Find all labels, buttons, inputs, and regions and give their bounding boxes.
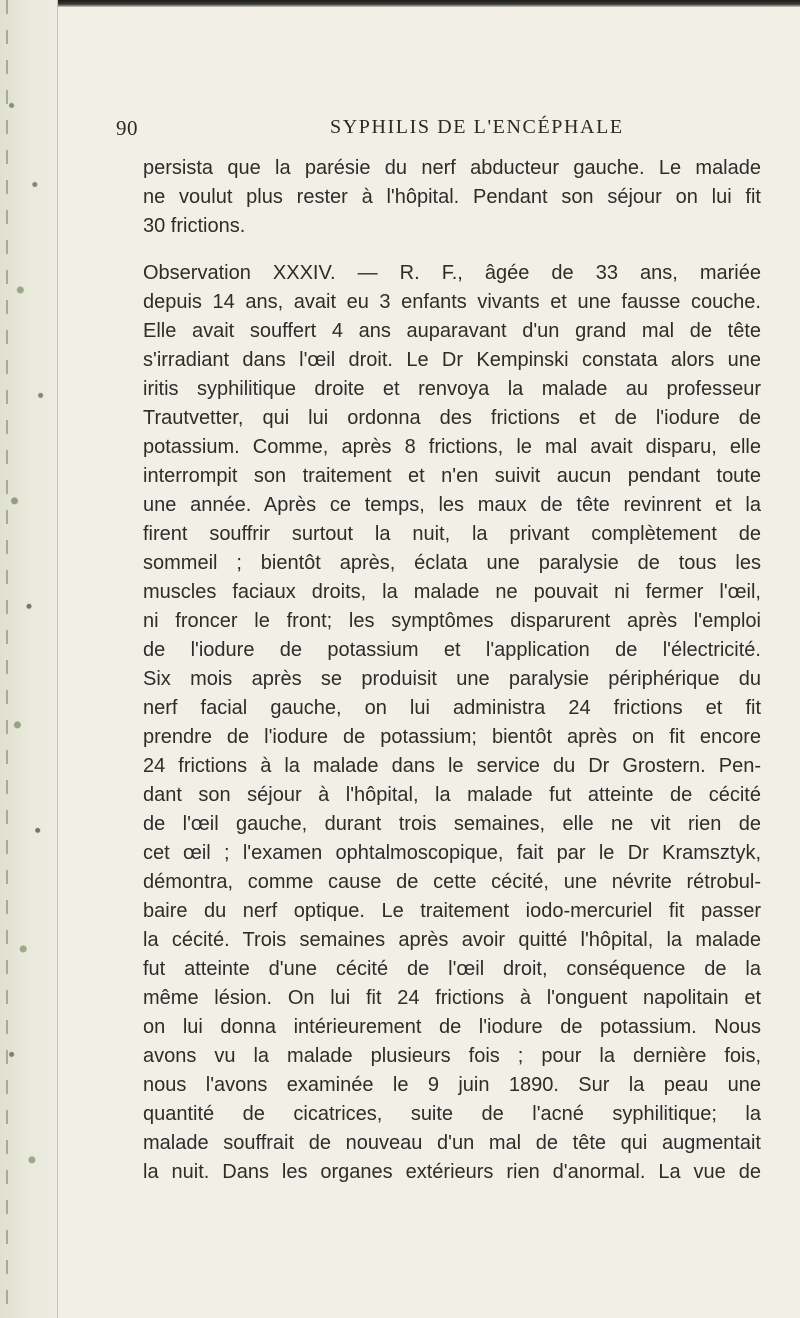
page-gutter — [57, 0, 58, 1318]
text-line: nous l'avons examinée le 9 juin 1890. Sur la peau une — [143, 1074, 761, 1096]
text-line: persista que la parésie du nerf abducteur gauche. Le malade — [143, 157, 761, 179]
text-line: démontra, comme cause de cette cécité, une névrite rétrobul- — [143, 871, 761, 893]
text-line: s'irradiant dans l'œil droit. Le Dr Kempinski constata alors une — [143, 349, 761, 371]
text-line: potassium. Comme, après 8 frictions, le mal avait disparu, elle — [143, 436, 761, 458]
text-line: Six mois après se produisit une paralysie périphérique du — [143, 668, 761, 690]
text-line: baire du nerf optique. Le traitement iodo-mercuriel fit passer — [143, 900, 761, 922]
text-line: fut atteinte d'une cécité de l'œil droit, conséquence de la — [143, 958, 761, 980]
scan-left-margin — [0, 0, 58, 1318]
text-line: interrompit son traitement et n'en suivit aucun pendant toute — [143, 465, 761, 487]
text-line: la cécité. Trois semaines après avoir quitté l'hôpital, la malade — [143, 929, 761, 951]
text-line: depuis 14 ans, avait eu 3 enfants vivants et une fausse couche. — [143, 291, 761, 313]
paragraph-observation — [143, 259, 761, 1187]
paragraph-continued — [143, 154, 761, 241]
text-line: cet œil ; l'examen ophtalmoscopique, fait par le Dr Kramsztyk, — [143, 842, 761, 864]
text-line: ni froncer le front; les symptômes disparurent après l'emploi — [143, 610, 761, 632]
body-text — [143, 154, 761, 1187]
running-title: SYPHILIS DE L'ENCÉPHALE — [330, 116, 624, 138]
text-line: avons vu la malade plusieurs fois ; pour la dernière fois, — [143, 1045, 761, 1067]
page-header — [116, 116, 756, 146]
text-line: 30 frictions. — [143, 215, 246, 237]
text-line: on lui donna intérieurement de l'iodure de potassium. Nous — [143, 1016, 761, 1038]
page-number: 90 — [116, 116, 138, 140]
text-line: une année. Après ce temps, les maux de tête revinrent et la — [143, 494, 761, 516]
text-line: prendre de l'iodure de potassium; bientôt après on fit encore — [143, 726, 761, 748]
text-line: Observation XXXIV. — R. F., âgée de 33 ans, mariée — [143, 262, 761, 284]
scan-top-edge — [0, 0, 800, 7]
text-line: la nuit. Dans les organes extérieurs rien d'anormal. La vue de — [143, 1161, 761, 1183]
text-line: 24 frictions à la malade dans le service du Dr Grostern. Pen- — [143, 755, 761, 777]
text-line: Elle avait souffert 4 ans auparavant d'un grand mal de tête — [143, 320, 761, 342]
text-line: de l'iodure de potassium et l'application de l'électricité. — [143, 639, 761, 661]
text-line: ne voulut plus rester à l'hôpital. Pendant son séjour on lui fit — [143, 186, 761, 208]
text-line: de l'œil gauche, durant trois semaines, elle ne vit rien de — [143, 813, 761, 835]
text-line: dant son séjour à l'hôpital, la malade fut atteinte de cécité — [143, 784, 761, 806]
text-line: Trautvetter, qui lui ordonna des frictions et de l'iodure de — [143, 407, 761, 429]
text-line: iritis syphilitique droite et renvoya la malade au professeur — [143, 378, 761, 400]
text-line: quantité de cicatrices, suite de l'acné syphilitique; la — [143, 1103, 761, 1125]
text-line: muscles faciaux droits, la malade ne pouvait ni fermer l'œil, — [143, 581, 761, 603]
text-line: nerf facial gauche, on lui administra 24 frictions et fit — [143, 697, 761, 719]
text-line: malade souffrait de nouveau d'un mal de tête qui augmentait — [143, 1132, 761, 1154]
paragraph-gap — [143, 241, 761, 259]
text-line: firent souffrir surtout la nuit, la privant complètement de — [143, 523, 761, 545]
text-line: même lésion. On lui fit 24 frictions à l'onguent napolitain et — [143, 987, 761, 1009]
text-line: sommeil ; bientôt après, éclata une paralysie de tous les — [143, 552, 761, 574]
